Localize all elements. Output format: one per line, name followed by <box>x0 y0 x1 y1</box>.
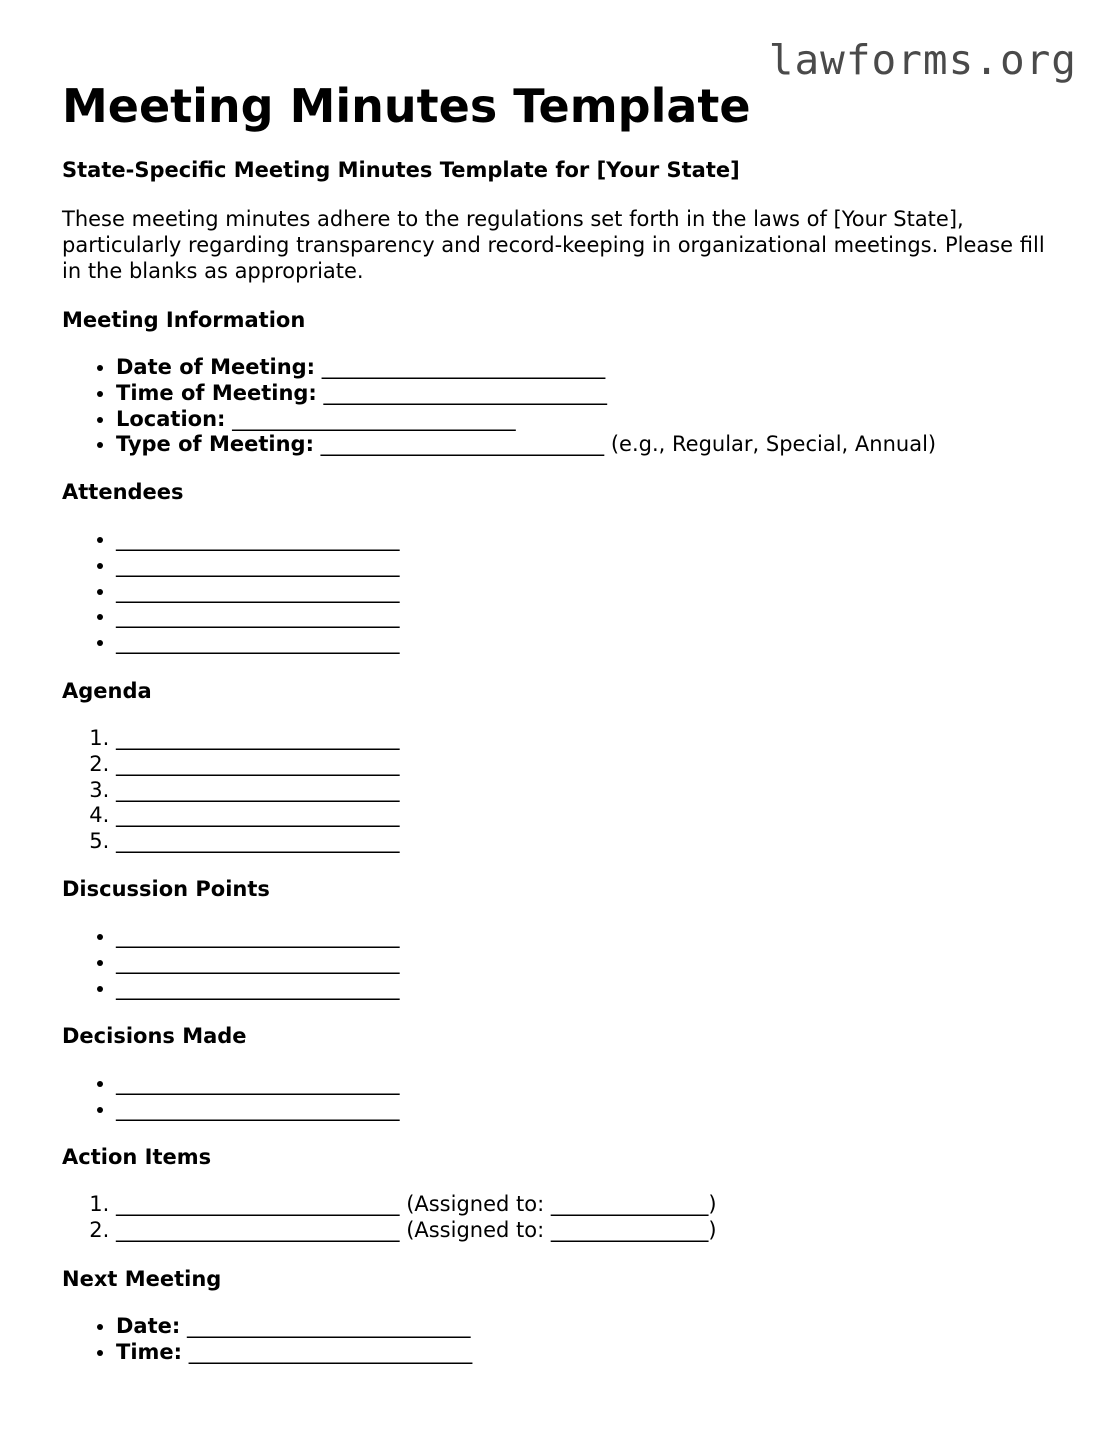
discussion-list <box>62 924 400 1001</box>
list-item <box>116 950 400 976</box>
list-item <box>116 726 400 752</box>
fill-blank[interactable]: ___________________________ <box>116 924 400 948</box>
assigned-to-field[interactable]: (Assigned to: _______________) <box>406 1217 717 1242</box>
attendees-list <box>62 527 400 656</box>
fill-blank[interactable]: ___________________________ <box>232 406 516 431</box>
fill-blank[interactable]: ___________________________ <box>116 552 400 577</box>
assigned-to-field[interactable]: (Assigned to: _______________) <box>406 1192 717 1216</box>
meeting-info-list <box>62 355 936 458</box>
list-item <box>116 1071 400 1097</box>
field-label: Time of Meeting: <box>116 380 317 405</box>
list-item <box>116 1097 400 1123</box>
page-title: Meeting Minutes Template <box>62 79 751 133</box>
section-heading-next-meeting: Next Meeting <box>62 1267 222 1291</box>
agenda-list <box>62 726 400 855</box>
list-item <box>116 553 400 579</box>
list-item <box>116 803 400 829</box>
next-meeting-list <box>62 1314 472 1366</box>
list-item <box>116 630 400 656</box>
list-item <box>116 381 936 407</box>
fill-blank[interactable]: ___________________________ <box>116 527 400 551</box>
decisions-list <box>62 1071 400 1123</box>
list-item <box>116 752 400 778</box>
list-item <box>116 355 936 381</box>
fill-blank[interactable]: ___________________________ <box>188 1339 473 1364</box>
fill-blank[interactable]: ___________________________ <box>116 751 400 776</box>
fill-blank[interactable]: ___________________________ <box>323 380 608 405</box>
section-heading-meeting-information: Meeting Information <box>62 308 306 332</box>
fill-blank[interactable]: ___________________________ <box>116 578 400 603</box>
fill-blank[interactable]: ___________________________ <box>116 1217 400 1242</box>
section-heading-attendees: Attendees <box>62 480 184 504</box>
fill-blank[interactable]: ___________________________ <box>116 975 400 1000</box>
fill-blank[interactable]: ___________________________ <box>321 355 606 379</box>
document-page <box>62 78 1062 1364</box>
fill-blank[interactable]: ___________________________ <box>186 1314 471 1338</box>
fill-blank[interactable]: ___________________________ <box>116 949 400 974</box>
list-item <box>116 432 936 458</box>
fill-blank[interactable]: ___________________________ <box>116 604 400 629</box>
fill-blank[interactable]: ___________________________ <box>116 726 400 750</box>
field-label: Type of Meeting: <box>116 432 314 457</box>
field-note: (e.g., Regular, Special, Annual) <box>610 432 937 457</box>
field-label: Date of Meeting: <box>116 355 316 379</box>
section-heading-discussion-points: Discussion Points <box>62 877 270 901</box>
list-item <box>116 1192 717 1218</box>
fill-blank[interactable]: ___________________________ <box>116 1096 400 1121</box>
watermark: lawforms.org <box>768 36 1077 84</box>
field-label: Time: <box>116 1339 183 1364</box>
fill-blank[interactable]: ___________________________ <box>320 432 605 457</box>
section-heading-decisions-made: Decisions Made <box>62 1024 247 1048</box>
list-item <box>116 976 400 1002</box>
fill-blank[interactable]: ___________________________ <box>116 777 400 802</box>
fill-blank[interactable]: ___________________________ <box>116 803 400 828</box>
section-heading-action-items: Action Items <box>62 1145 212 1169</box>
field-label: Location: <box>116 406 226 431</box>
list-item <box>116 527 400 553</box>
list-item <box>116 924 400 950</box>
list-item <box>116 1314 472 1340</box>
list-item <box>116 604 400 630</box>
list-item <box>116 778 400 804</box>
field-label: Date: <box>116 1314 181 1338</box>
fill-blank[interactable]: ___________________________ <box>116 630 400 655</box>
intro-paragraph: These meeting minutes adhere to the regulations set forth in the laws of [Your State], particularly regarding transparency and record-keeping in organizational meetings. Please fill in the blanks as appropriate. <box>62 207 1045 283</box>
subtitle: State-Specific Meeting Minutes Template for [Your State] <box>62 158 740 182</box>
fill-blank[interactable]: ___________________________ <box>116 1192 400 1216</box>
fill-blank[interactable]: ___________________________ <box>116 829 400 854</box>
action-items-list <box>62 1192 717 1244</box>
list-item <box>116 407 936 433</box>
fill-blank[interactable]: ___________________________ <box>116 1071 400 1095</box>
list-item <box>116 1218 717 1244</box>
list-item <box>116 579 400 605</box>
list-item <box>116 1340 472 1366</box>
section-heading-agenda: Agenda <box>62 679 152 703</box>
list-item <box>116 829 400 855</box>
